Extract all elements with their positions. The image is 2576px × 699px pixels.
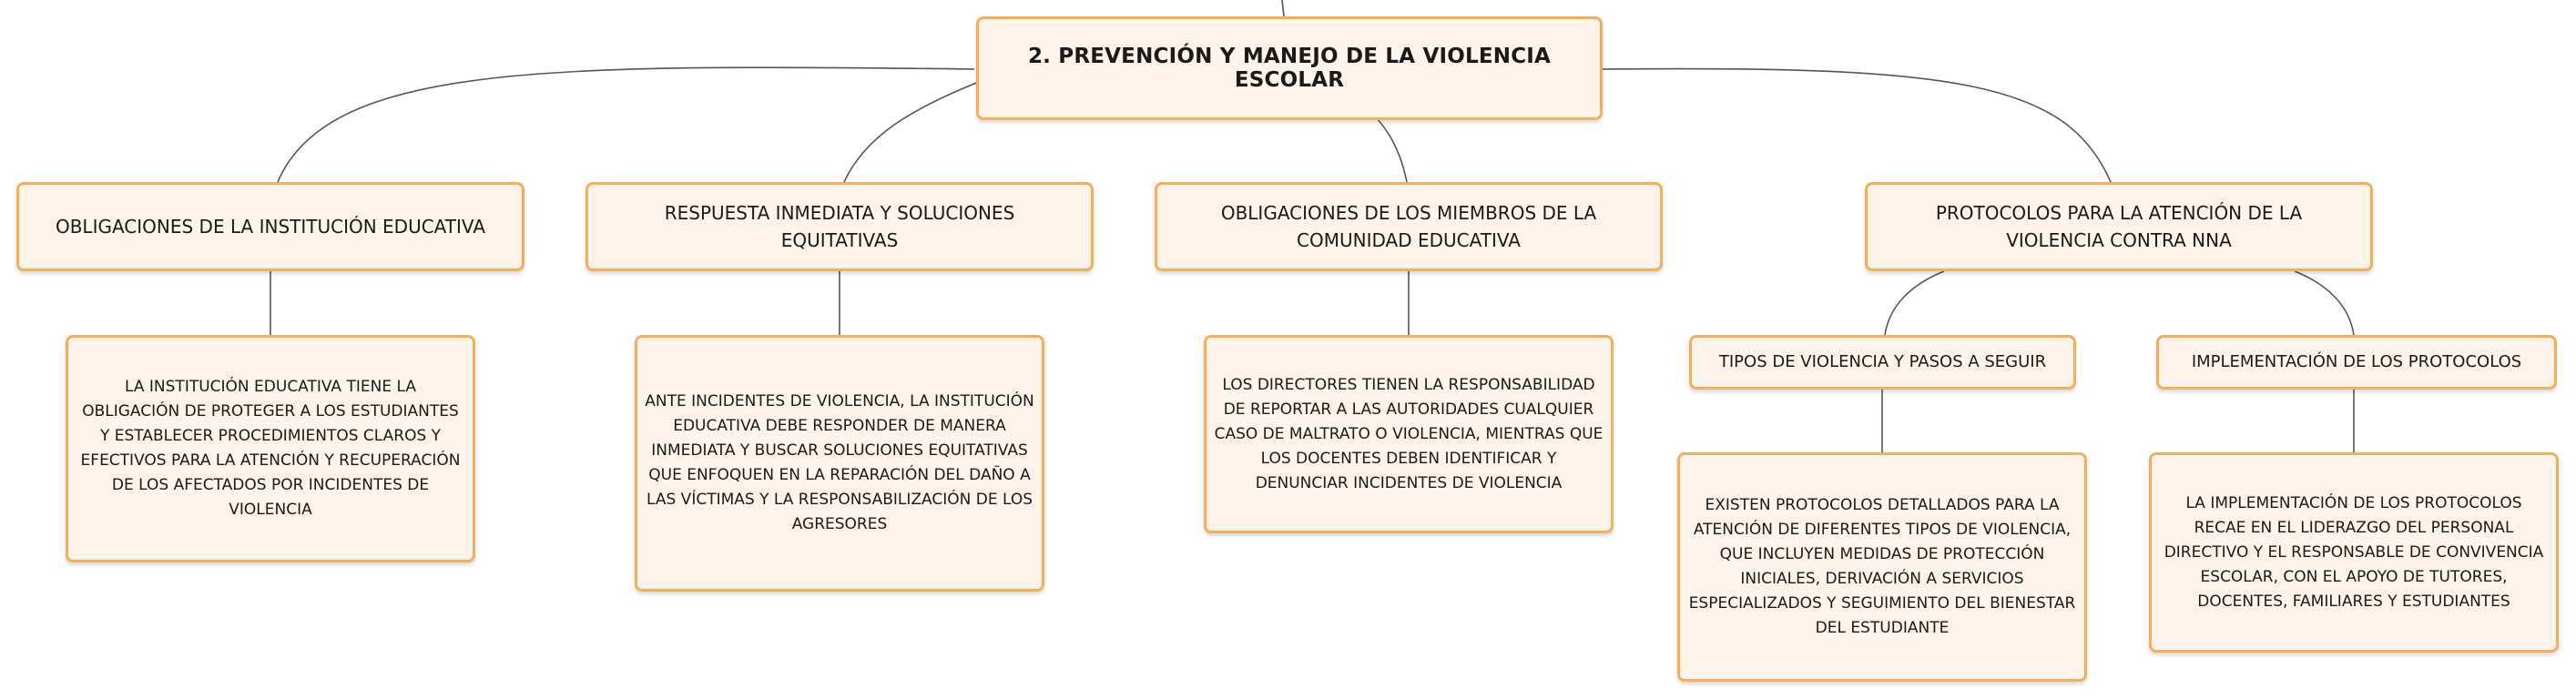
- connector-root-to-branch-1: [278, 67, 974, 182]
- root-label: 2. PREVENCIÓN Y MANEJO DE LA VIOLENCIA ESCOLAR: [1027, 45, 1552, 92]
- branch-node-immediate-response[interactable]: [585, 182, 1094, 271]
- connector-root-to-branch-4: [1601, 68, 2111, 182]
- connector-parent-to-root: [1282, 0, 1284, 16]
- root-node[interactable]: [976, 16, 1603, 120]
- connector-root-to-branch-2: [844, 82, 979, 182]
- branch-label: RESPUESTA INMEDIATA Y SOLUCIONES EQUITATIVAS: [664, 202, 1015, 251]
- detail-node-institution-obligations[interactable]: [66, 335, 475, 562]
- detail-node-immediate-response[interactable]: [635, 335, 1044, 592]
- branch-label: OBLIGACIONES DE LA INSTITUCIÓN EDUCATIVA: [55, 216, 486, 238]
- branch-node-community-obligations[interactable]: [1155, 182, 1663, 271]
- connector-branch-4-to-sub-2: [2295, 271, 2354, 335]
- branch-node-institution-obligations[interactable]: [16, 182, 524, 271]
- detail-text: LOS DIRECTORES TIENEN LA RESPONSABILIDAD DE REPORTAR A LAS AUTORIDADES CUALQUIER CASO DE MALTRATO O VIOLENCIA, MIENTRAS QUE LOS DOCENTES DEBEN IDENTIFICAR Y DENUNCIAR INCIDENTES DE VIOLENCIA: [1214, 375, 1604, 492]
- branch-label: PROTOCOLOS PARA LA ATENCIÓN DE LA VIOLENCIA CONTRA NNA: [1935, 202, 2303, 251]
- connector-branch-4-to-sub-1: [1885, 271, 1944, 335]
- detail-node-violence-types[interactable]: [1677, 452, 2087, 682]
- sub-label: TIPOS DE VIOLENCIA Y PASOS A SEGUIR: [1718, 352, 2047, 371]
- detail-text: EXISTEN PROTOCOLOS DETALLADOS PARA LA ATENCIÓN DE DIFERENTES TIPOS DE VIOLENCIA, QUE INCLUYEN MEDIDAS DE PROTECCIÓN INICIALES, DERIVACIÓN A SERVICIOS ESPECIALIZADOS Y SEGUIMIENTO DEL BIENESTAR DEL ESTUDIANTE: [1688, 496, 2076, 637]
- detail-text: LA IMPLEMENTACIÓN DE LOS PROTOCOLOS RECAE EN EL LIDERAZGO DEL PERSONAL DIRECTIVO Y EL RESPONSABLE DE CONVIVENCIA ESCOLAR, CON EL APOYO DE TUTORES, DOCENTES, FAMILIARES Y ESTUDIANTES: [2164, 493, 2544, 611]
- branch-label: OBLIGACIONES DE LOS MIEMBROS DE LA COMUNIDAD EDUCATIVA: [1220, 202, 1597, 251]
- sub-node-violence-types[interactable]: [1689, 335, 2076, 390]
- detail-node-protocol-implementation[interactable]: [2149, 452, 2559, 653]
- sub-label: IMPLEMENTACIÓN DE LOS PROTOCOLOS: [2191, 352, 2522, 371]
- detail-text: LA INSTITUCIÓN EDUCATIVA TIENE LA OBLIGACIÓN DE PROTEGER A LOS ESTUDIANTES Y ESTABLECER PROCEDIMIENTOS CLAROS Y EFECTIVOS PARA LA ATENCIÓN Y RECUPERACIÓN DE LOS AFECTADOS POR INCIDENTES DE VIOLENCIA: [80, 378, 461, 519]
- sub-node-protocol-implementation[interactable]: [2156, 335, 2557, 390]
- detail-node-community-obligations[interactable]: [1204, 335, 1614, 533]
- detail-text: ANTE INCIDENTES DE VIOLENCIA, LA INSTITUCIÓN EDUCATIVA DEBE RESPONDER DE MANERA INMEDIATA Y BUSCAR SOLUCIONES EQUITATIVAS QUE ENFOQUEN EN LA REPARACIÓN DEL DAÑO A LAS VÍCTIMAS Y LA RESPONSABILIZACIÓN DE LOS AGRESORES: [645, 392, 1034, 533]
- branch-node-protocols[interactable]: [1865, 182, 2373, 271]
- connector-root-to-branch-3: [1377, 118, 1407, 182]
